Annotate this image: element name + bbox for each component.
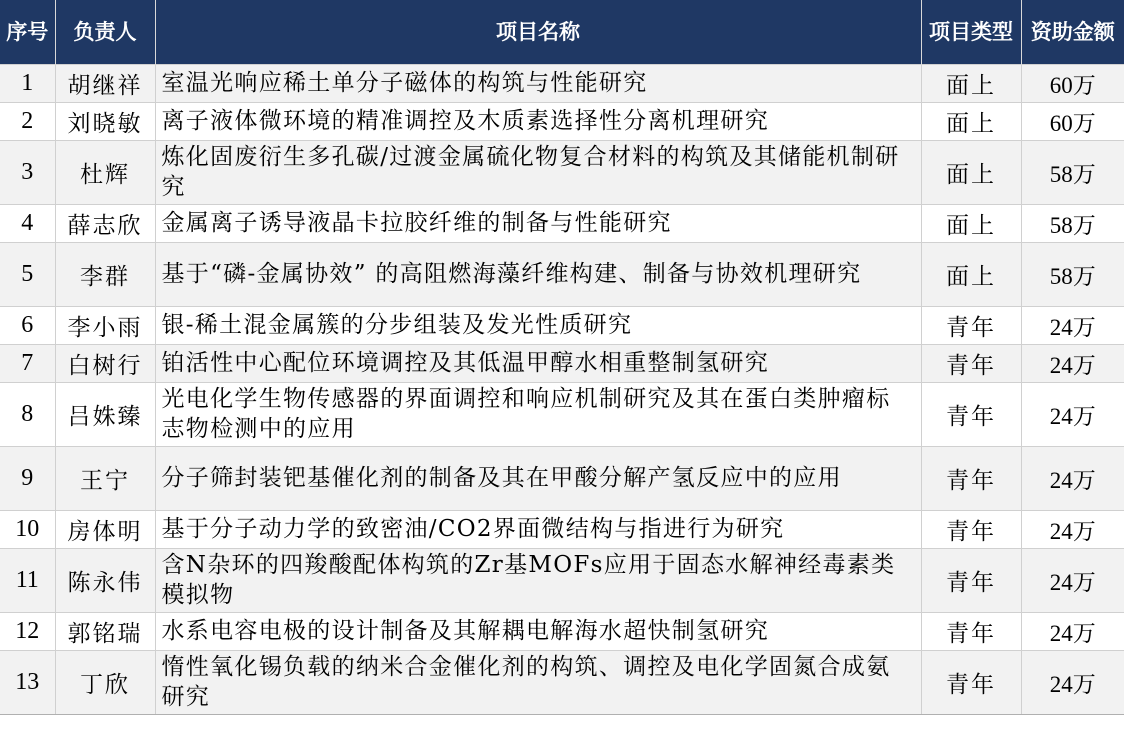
row-project-name: 金属离子诱导液晶卡拉胶纤维的制备与性能研究	[155, 204, 921, 242]
table-row	[0, 382, 1124, 446]
row-leader: 李群	[55, 242, 155, 306]
row-leader: 房体明	[55, 510, 155, 548]
row-project-type: 面上	[921, 204, 1021, 242]
row-no: 3	[0, 140, 55, 204]
row-project-type: 青年	[921, 650, 1021, 714]
row-funding-amount: 24万	[1021, 548, 1124, 612]
row-no: 13	[0, 650, 55, 714]
row-leader: 李小雨	[55, 306, 155, 344]
row-leader: 杜辉	[55, 140, 155, 204]
header-funding-amount: 资助金额	[1021, 0, 1124, 64]
row-no: 8	[0, 382, 55, 446]
row-no: 9	[0, 446, 55, 510]
row-project-type: 面上	[921, 102, 1021, 140]
row-no: 6	[0, 306, 55, 344]
row-funding-amount: 60万	[1021, 64, 1124, 102]
row-no: 11	[0, 548, 55, 612]
row-project-name: 含N杂环的四羧酸配体构筑的Zr基MOFs应用于固态水解神经毒素类模拟物	[155, 548, 921, 612]
row-project-name: 铂活性中心配位环境调控及其低温甲醇水相重整制氢研究	[155, 344, 921, 382]
table-row	[0, 140, 1124, 204]
row-project-type: 青年	[921, 612, 1021, 650]
row-project-name: 分子筛封装钯基催化剂的制备及其在甲酸分解产氢反应中的应用	[155, 446, 921, 510]
row-project-name: 光电化学生物传感器的界面调控和响应机制研究及其在蛋白类肿瘤标志物检测中的应用	[155, 382, 921, 446]
table-row	[0, 650, 1124, 714]
header-leader: 负责人	[55, 0, 155, 64]
table-row	[0, 612, 1124, 650]
row-project-type: 面上	[921, 140, 1021, 204]
table-body	[0, 64, 1124, 714]
row-project-type: 面上	[921, 64, 1021, 102]
row-project-type: 面上	[921, 242, 1021, 306]
row-funding-amount: 24万	[1021, 344, 1124, 382]
header-project-type: 项目类型	[921, 0, 1021, 64]
table-row	[0, 64, 1124, 102]
row-project-name: 银-稀土混金属簇的分步组装及发光性质研究	[155, 306, 921, 344]
header-project-name: 项目名称	[155, 0, 921, 64]
row-project-type: 青年	[921, 382, 1021, 446]
row-project-name: 水系电容电极的设计制备及其解耦电解海水超快制氢研究	[155, 612, 921, 650]
row-project-type: 青年	[921, 446, 1021, 510]
row-project-name: 离子液体微环境的精准调控及木质素选择性分离机理研究	[155, 102, 921, 140]
row-funding-amount: 58万	[1021, 140, 1124, 204]
row-no: 2	[0, 102, 55, 140]
table-row	[0, 242, 1124, 306]
row-project-name: 惰性氧化锡负载的纳米合金催化剂的构筑、调控及电化学固氮合成氨研究	[155, 650, 921, 714]
table-header	[0, 0, 1124, 64]
row-funding-amount: 58万	[1021, 242, 1124, 306]
row-funding-amount: 24万	[1021, 612, 1124, 650]
table-row	[0, 306, 1124, 344]
row-funding-amount: 24万	[1021, 446, 1124, 510]
row-funding-amount: 24万	[1021, 306, 1124, 344]
row-no: 12	[0, 612, 55, 650]
row-no: 1	[0, 64, 55, 102]
row-project-name: 室温光响应稀土单分子磁体的构筑与性能研究	[155, 64, 921, 102]
row-funding-amount: 60万	[1021, 102, 1124, 140]
table-row	[0, 102, 1124, 140]
header-row	[0, 0, 1124, 64]
table-row	[0, 204, 1124, 242]
row-leader: 薛志欣	[55, 204, 155, 242]
row-project-type: 青年	[921, 510, 1021, 548]
row-project-type: 青年	[921, 548, 1021, 612]
row-leader: 吕姝臻	[55, 382, 155, 446]
row-leader: 丁欣	[55, 650, 155, 714]
row-funding-amount: 58万	[1021, 204, 1124, 242]
row-no: 5	[0, 242, 55, 306]
row-leader: 白树行	[55, 344, 155, 382]
row-project-name: 基于分子动力学的致密油/CO2界面微结构与指进行为研究	[155, 510, 921, 548]
row-leader: 胡继祥	[55, 64, 155, 102]
row-funding-amount: 24万	[1021, 510, 1124, 548]
row-leader: 刘晓敏	[55, 102, 155, 140]
table-row	[0, 548, 1124, 612]
table-row	[0, 446, 1124, 510]
row-project-type: 青年	[921, 306, 1021, 344]
table-row	[0, 510, 1124, 548]
table-row	[0, 344, 1124, 382]
row-project-name: 炼化固废衍生多孔碳/过渡金属硫化物复合材料的构筑及其储能机制研究	[155, 140, 921, 204]
row-leader: 王宁	[55, 446, 155, 510]
row-leader: 陈永伟	[55, 548, 155, 612]
row-no: 4	[0, 204, 55, 242]
row-project-name: 基于“磷-金属协效” 的高阻燃海藻纤维构建、制备与协效机理研究	[155, 242, 921, 306]
row-no: 10	[0, 510, 55, 548]
row-project-type: 青年	[921, 344, 1021, 382]
row-no: 7	[0, 344, 55, 382]
row-funding-amount: 24万	[1021, 650, 1124, 714]
header-no: 序号	[0, 0, 55, 64]
row-funding-amount: 24万	[1021, 382, 1124, 446]
row-leader: 郭铭瑞	[55, 612, 155, 650]
